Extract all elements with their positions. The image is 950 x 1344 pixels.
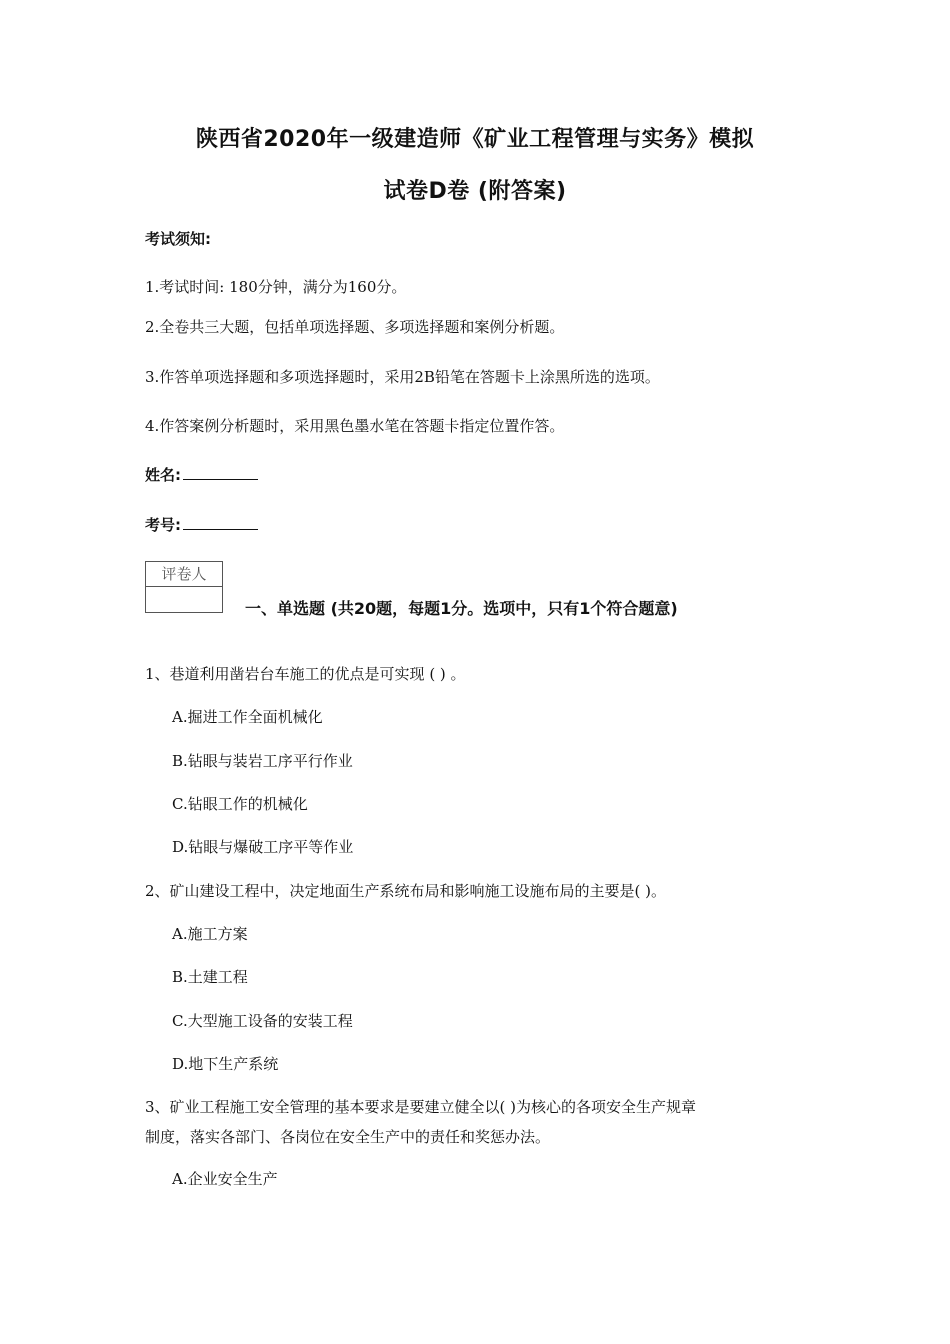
name-label: 姓名: [145,466,181,484]
question-option: C.钻眼工作的机械化 [172,795,308,813]
question-option: A.企业安全生产 [172,1170,278,1188]
question-option: C.大型施工设备的安装工程 [172,1012,353,1030]
question-option: D.钻眼与爆破工序平等作业 [172,838,354,856]
page-title-line1: 陕西省2020年一级建造师《矿业工程管理与实务》模拟 [195,127,755,152]
id-blank-line[interactable] [183,515,258,530]
notice-item: 1.考试时间: 180分钟，满分为160分。 [145,278,407,296]
notice-item: 2.全卷共三大题，包括单项选择题、多项选择题和案例分析题。 [145,318,565,336]
id-field[interactable] [145,514,258,535]
notice-item: 4.作答案例分析题时，采用黑色墨水笔在答题卡指定位置作答。 [145,417,565,435]
id-label: 考号: [145,516,181,534]
page-title-line2: 试卷D卷 (附答案) [383,179,567,204]
section-heading: 一、单选题 (共20题，每题1分。选项中，只有1个符合题意) [245,599,678,618]
question-stem-continued: 制度，落实各部门、各岗位在安全生产中的责任和奖惩办法。 [145,1128,551,1146]
notice-heading: 考试须知: [145,230,211,248]
question-option: D.地下生产系统 [172,1055,279,1073]
name-field[interactable] [145,464,258,485]
grader-label: 评卷人 [146,562,222,587]
grader-box [145,561,223,613]
name-blank-line[interactable] [183,465,258,480]
question-option: A.施工方案 [172,925,248,943]
question-stem: 2、矿山建设工程中，决定地面生产系统布局和影响施工设施布局的主要是( )。 [145,882,667,900]
notice-item: 3.作答单项选择题和多项选择题时，采用2B铅笔在答题卡上涂黑所选的选项。 [145,368,660,386]
question-stem: 3、矿业工程施工安全管理的基本要求是要建立健全以( )为核心的各项安全生产规章 [145,1098,697,1116]
question-option: A.掘进工作全面机械化 [172,708,323,726]
question-option: B.钻眼与装岩工序平行作业 [172,752,353,770]
question-option: B.土建工程 [172,968,248,986]
question-stem: 1、巷道利用凿岩台车施工的优点是可实现 ( ) 。 [145,665,466,683]
